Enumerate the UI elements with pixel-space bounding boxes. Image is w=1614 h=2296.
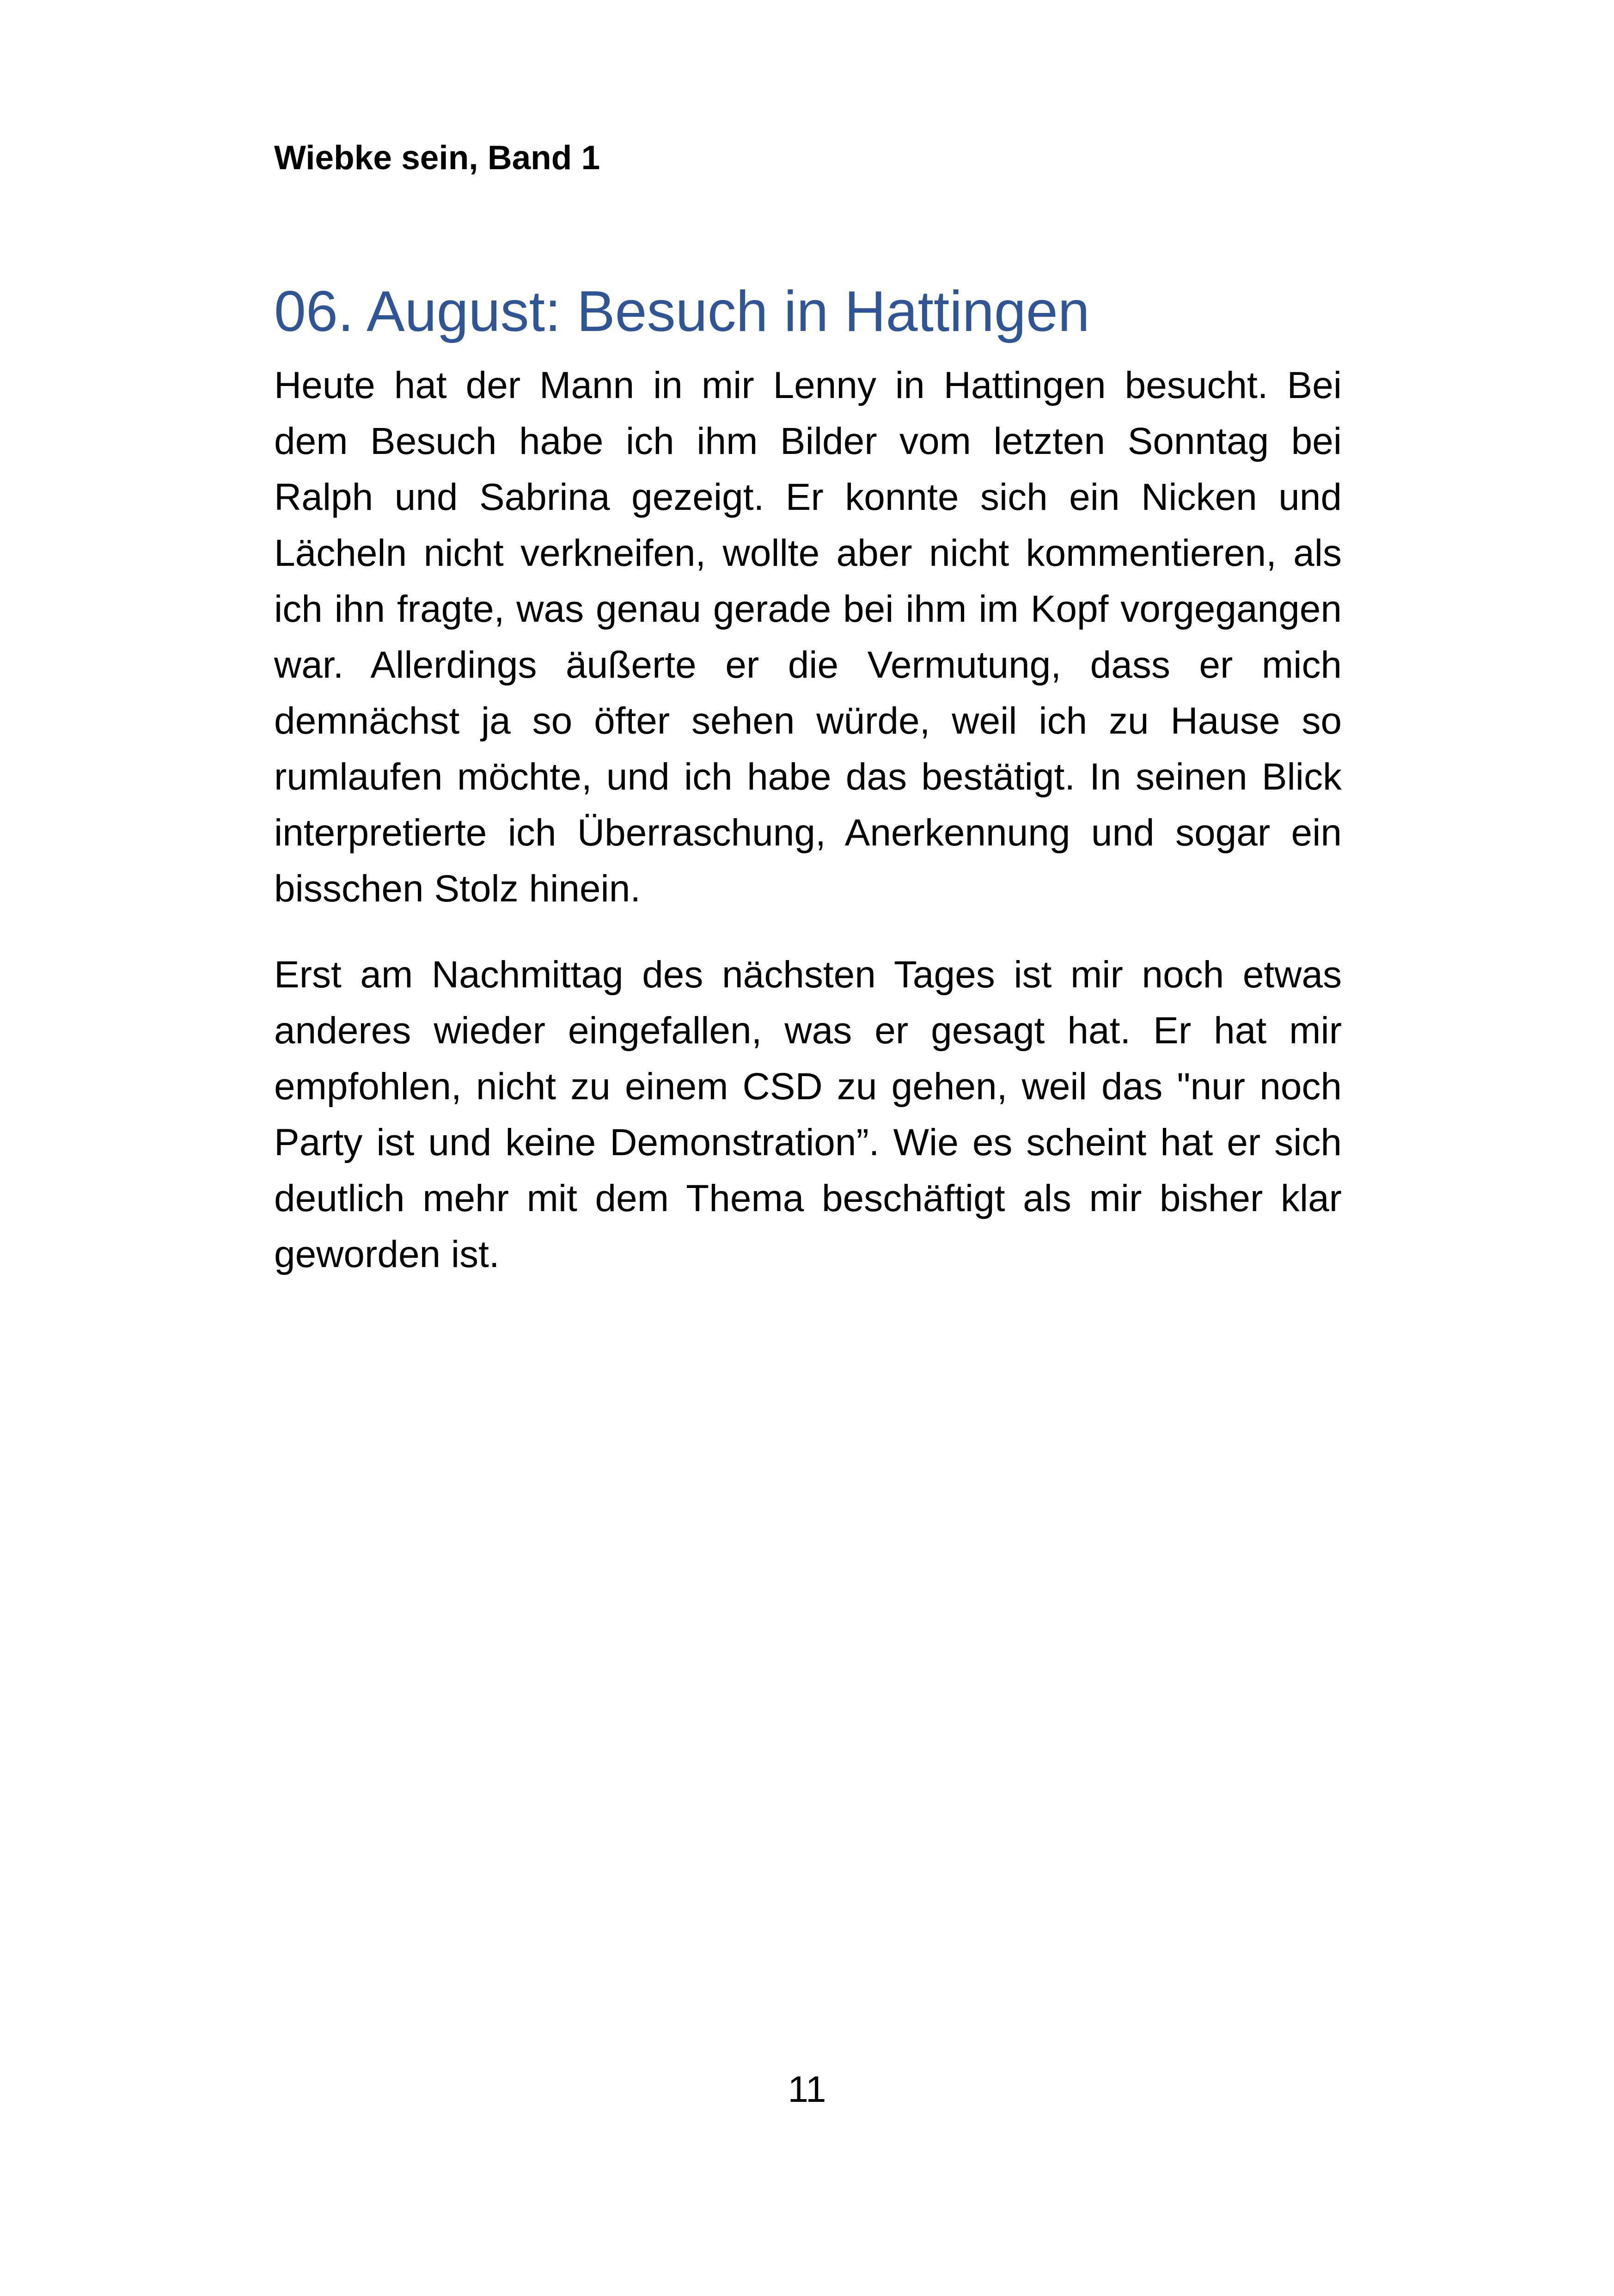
running-header: Wiebke sein, Band 1: [274, 139, 600, 177]
chapter-content: [274, 277, 1342, 1282]
chapter-title: 06. August: Besuch in Hattingen: [274, 280, 1090, 343]
page-number: 11: [788, 2069, 826, 2110]
body-paragraph: Heute hat der Mann in mir Lenny in Hattingen besucht. Bei dem Besuch habe ich ihm Bilder vom letzten Sonntag bei Ralph und Sabrina gezeigt. Er konnte sich ein Nicken und Lächeln nicht verkneifen, wollte aber nicht kommentieren, als ich ihn fragte, was genau gerade bei ihm im Kopf vorgegangen war. Allerdings äußerte er die Vermutung, dass er mich demnächst ja so öfter sehen würde, weil ich zu Hause so rumlaufen möchte, und ich habe das bestätigt. In seinen Blick interpretierte ich Überraschung, Anerkennung und sogar ein bisschen Stolz hinein.: [274, 364, 1342, 910]
body-paragraph: Erst am Nachmittag des nächsten Tages ist mir noch etwas anderes wieder eingefallen, was er gesagt hat. Er hat mir empfohlen, nicht zu einem CSD zu gehen, weil das "nur noch Party ist und keine Demonstration”. Wie es scheint hat er sich deutlich mehr mit dem Thema beschäftigt als mir bisher klar geworden ist.: [274, 953, 1342, 1275]
